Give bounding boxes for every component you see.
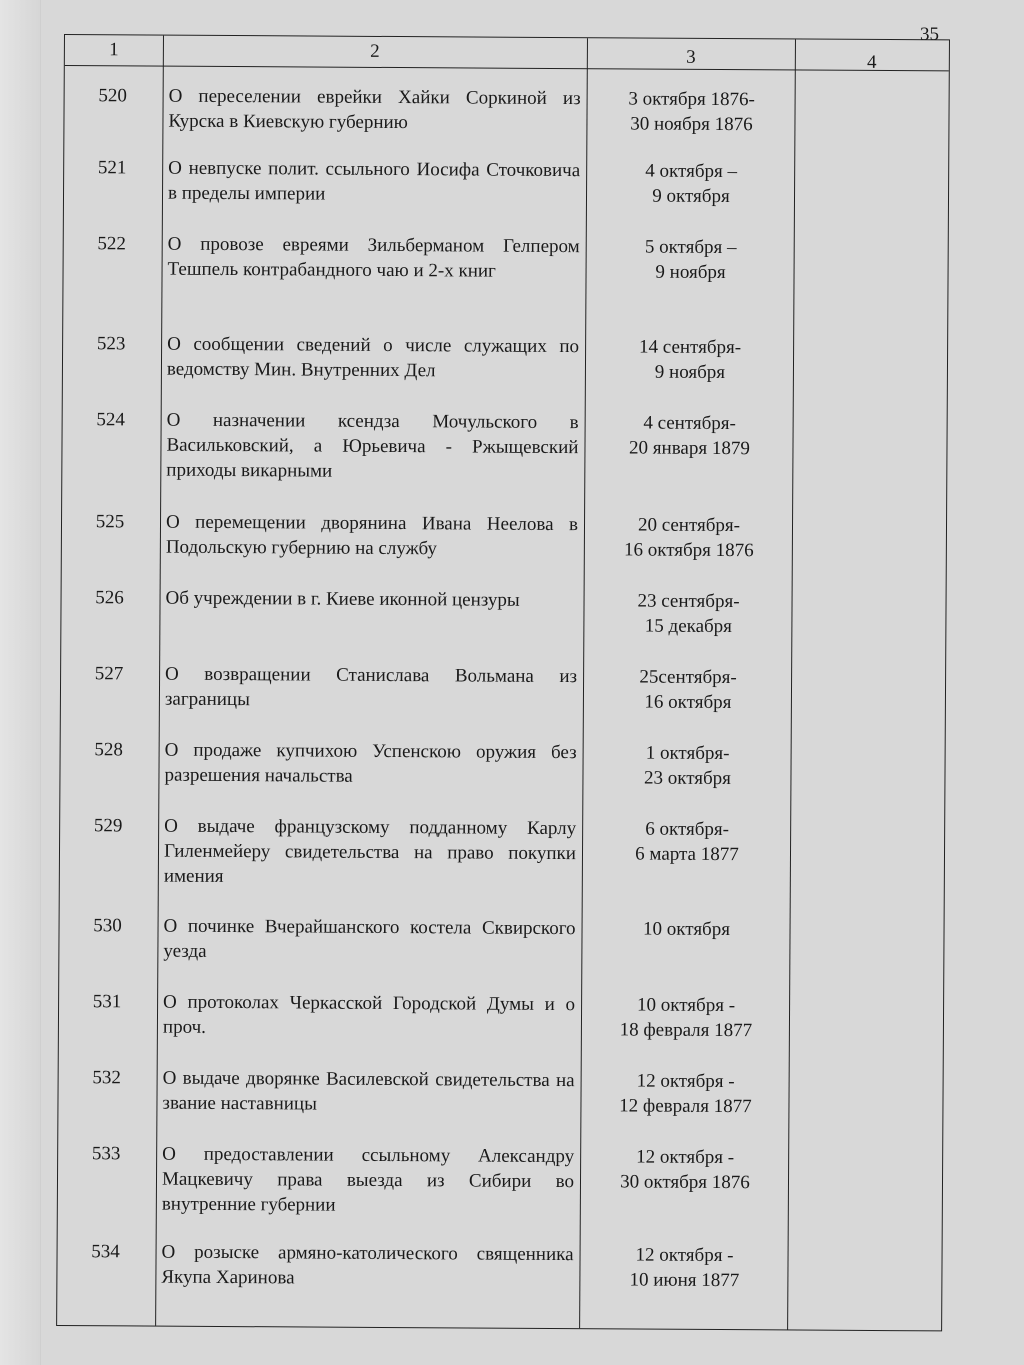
row-description: О выдаче дворянке Василевской свидетельства на звание наставницы <box>162 1067 575 1115</box>
date-end: 16 октября 1876 <box>623 539 754 562</box>
row-number: 531 <box>92 991 122 1013</box>
row-description: О предоставлении ссыльному Александру Мацкевичу права выезда из Сибири во внутренние губернии <box>161 1143 575 1216</box>
table-row <box>61 661 945 714</box>
row-dates <box>582 1068 788 1119</box>
date-end: 9 октября <box>652 185 730 208</box>
row-description: О сообщении сведений о числе служащих по ведомству Мин. Внутренних Дел <box>166 333 580 382</box>
date-start: 10 октября - <box>636 994 736 1017</box>
date-end: 20 января 1879 <box>629 437 750 460</box>
row-dates <box>585 588 791 639</box>
row-number: 522 <box>97 233 127 255</box>
row-dates <box>581 1242 787 1293</box>
table-row <box>64 155 948 208</box>
date-start: 6 октября- <box>645 818 730 841</box>
date-end: 12 февраля 1877 <box>619 1095 752 1118</box>
row-dates <box>584 816 790 867</box>
date-end: 16 октября <box>644 691 732 714</box>
row-number: 528 <box>94 739 123 761</box>
archive-table <box>56 34 950 1331</box>
date-start: 14 сентября- <box>639 336 742 359</box>
row-number: 532 <box>92 1067 121 1089</box>
table-row <box>63 331 947 384</box>
table-row <box>64 231 948 284</box>
date-start: 23 сентября- <box>637 590 740 613</box>
row-description: О назначении ксендза Мочульского в Васильковский, а Юрьевича - Ржыщевский приходы викарными <box>166 409 579 482</box>
row-number: 533 <box>91 1143 121 1165</box>
row-dates <box>584 740 790 791</box>
row-number: 527 <box>94 663 124 685</box>
row-number: 523 <box>96 333 126 355</box>
row-description: О починке Вчерайшанского костела Сквирского уезда <box>163 915 576 962</box>
row-number: 524 <box>96 409 125 431</box>
row-description: О розыске армяно-католического священника Якупа Харинова <box>161 1241 574 1289</box>
table-row <box>62 509 946 562</box>
date-start: 12 октября - <box>636 1146 735 1169</box>
date-start: 10 октября <box>643 918 731 941</box>
date-start: 3 октября 1876- <box>628 88 755 111</box>
row-description: О переселении еврейки Хайки Соркиной из Курска в Киевскую губернию <box>168 85 581 134</box>
row-description: Об учреждении в г. Киеве иконной цензуры <box>165 587 520 611</box>
date-start: 4 октября – <box>645 160 738 183</box>
page-number: 35 <box>920 24 939 45</box>
date-start: 12 октября - <box>635 1244 734 1267</box>
header-col-2: 2 <box>370 40 380 62</box>
date-start: 25сентября- <box>639 666 737 689</box>
row-dates <box>588 86 794 137</box>
date-end: 6 марта 1877 <box>635 843 739 866</box>
row-dates <box>586 410 792 461</box>
table-row <box>61 737 945 790</box>
row-description: О возвращении Станислава Вольмана из заграницы <box>164 663 578 711</box>
date-end: 30 октября 1876 <box>620 1171 750 1194</box>
date-end: 30 ноября 1876 <box>630 113 753 136</box>
row-description: О провозе евреями Зильберманом Гелпером Тешпель контрабандного чаю и 2-х книг <box>167 233 580 282</box>
table-row <box>62 585 946 638</box>
date-end: 9 ноября <box>654 361 726 384</box>
date-start: 5 октября – <box>644 236 737 259</box>
date-end: 10 июня 1877 <box>629 1269 740 1292</box>
row-number: 529 <box>93 815 123 837</box>
row-number: 526 <box>95 587 124 609</box>
row-dates <box>588 158 794 209</box>
header-col-4: 4 <box>867 51 877 73</box>
row-description: О протоколах Черкасской Городской Думы и о проч. <box>162 991 576 1038</box>
row-description: О продаже купчихою Успенскою оружия без разрешения начальства <box>164 739 577 787</box>
row-number: 525 <box>95 511 125 533</box>
date-end: 18 февраля 1877 <box>619 1019 753 1042</box>
table-row <box>63 407 947 482</box>
row-dates <box>587 234 793 285</box>
row-dates <box>585 664 791 715</box>
row-dates <box>583 992 789 1043</box>
header-col-3: 3 <box>686 46 696 68</box>
table-row <box>59 989 943 1042</box>
row-dates <box>582 1144 788 1195</box>
row-description: О невпуске полит. ссыльного Иосифа Сточковича в пределы империи <box>167 157 581 205</box>
date-start: 1 октября- <box>645 742 730 765</box>
row-description: О перемещении дворянина Ивана Неелова в Подольскую губернию на службу <box>165 511 579 560</box>
date-start: 12 октября - <box>636 1070 735 1093</box>
table-row <box>58 1239 942 1292</box>
table-row <box>58 1141 942 1216</box>
row-number: 534 <box>91 1241 120 1263</box>
date-end: 15 декабря <box>644 615 733 638</box>
date-end: 23 октября <box>643 767 731 790</box>
row-dates <box>583 916 789 942</box>
row-number: 521 <box>97 157 127 179</box>
table-row <box>60 813 944 887</box>
table-row <box>60 913 944 962</box>
header-col-1: 1 <box>109 39 119 61</box>
date-end: 9 ноября <box>655 261 726 284</box>
row-number: 530 <box>93 915 122 937</box>
row-dates <box>586 512 792 563</box>
date-start: 4 сентября- <box>643 412 736 435</box>
page-gutter <box>0 0 41 1365</box>
row-number: 520 <box>98 85 127 107</box>
table-row <box>59 1065 943 1118</box>
date-start: 20 сентября- <box>637 514 741 537</box>
row-description: О выдаче французскому подданному Карлу Гиленмейеру свидетельства на право покупки имения <box>163 815 577 887</box>
row-dates <box>587 334 793 385</box>
table-row <box>65 83 949 136</box>
